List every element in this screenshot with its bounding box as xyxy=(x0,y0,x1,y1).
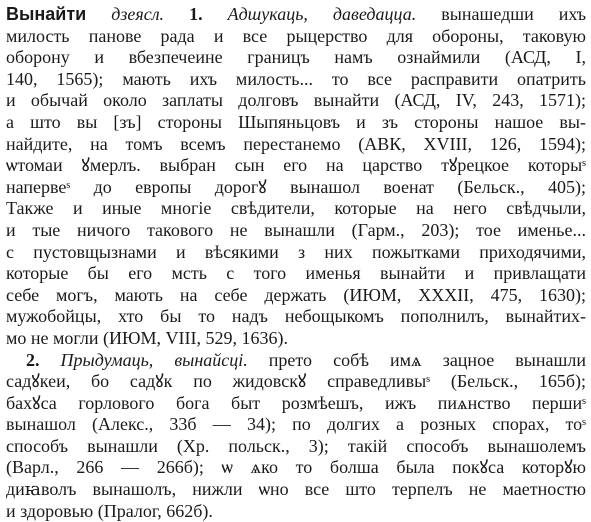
citation-line: (Варл., 266 — 266б); ѡ ѧко то болша была покꙋса которꙋю xyxy=(6,457,586,478)
headword: Вынайти xyxy=(6,4,87,24)
sense-number: 2. xyxy=(26,349,40,370)
part-of-speech: дзеясл. xyxy=(111,4,165,24)
citation-line: с пустовщызнами и вѣсякими з них пожытками приходячими, xyxy=(6,241,586,262)
citation-line: бахꙋса горлового бога быт розмѣешъ, ижъ пиѧнство першиˢ xyxy=(6,392,586,413)
citation-line: и здоровью (Пралог, 662б). xyxy=(6,500,213,521)
sense-definition: Прыдумаць, вынайсці. xyxy=(60,349,248,370)
citation-line: ѡтомаи ꙋмерлъ. выбран сын его на царство тꙋрецкое которыˢ xyxy=(6,155,586,176)
citation-line: которые бы его мсть с того именья вынайти и привлащати xyxy=(6,263,586,284)
citation-line: а што вы [зъ] стороны Шыпяньцовъ и зъ стороны нашое вы- xyxy=(6,111,586,132)
citation-line: 140, 1565); мають ихъ милость... то все расправити опатрить xyxy=(6,68,586,89)
citation-line: мужобойцы, хто бы то надъ небощыкомъ пополнилъ, вынайтих- xyxy=(6,306,586,327)
citation-line: садꙋкеи, бо садꙋк по жидовскꙋ справедливыˢ (Бельск., 165б); xyxy=(6,371,586,392)
citation-line: оборону и вбезпечеине границъ намъ ознаймили (АСД, I, xyxy=(6,47,586,68)
citation-line: и обычай около заплаты долговъ вынайти (АСД, IV, 243, 1571); xyxy=(6,90,586,111)
citation-text: прето собѣ имѧ зацное вынашли xyxy=(268,349,586,370)
citation-line: способъ вынашли (Хр. польск., 3); такій способъ вынашолемъ xyxy=(6,435,586,456)
citation-line: и тые ничого такового не вынашли (Гарм., 203); тое именье... xyxy=(6,219,586,240)
citation-line: найдите, на томъ всемъ перестанемо (АВК, XVIII, 126, 1594); xyxy=(6,133,586,154)
citation-line: себе могъ, мають на себе держать (ИЮМ, XXXII, 475, 1630); xyxy=(6,284,586,305)
citation-line: милость панове рада и все рыцерство для обороны, таковую xyxy=(6,25,586,46)
entry-line xyxy=(6,350,586,372)
citation-line: диꙗволъ вынашолъ, нижли ѡно все што терпелъ не маетностю xyxy=(6,479,586,500)
citation-text: вынашедши ихъ xyxy=(441,4,586,24)
entry-line xyxy=(6,4,586,26)
sense-number: 1. xyxy=(189,4,203,24)
citation-line: вынашол (Алекс., 33б — 34); по долгих а розных спорах, тоˢ xyxy=(6,414,586,435)
citation-line: напервеˢ до европы дорогꙋ вынашол военат (Бельск., 405); xyxy=(6,176,586,197)
citation-line: мо не могли (ИЮМ, VIII, 529, 1636). xyxy=(6,327,288,348)
citation-line: Также и иные многіе свѣдители, которые на него свѣдчыли, xyxy=(6,198,586,219)
sense-definition: Адшукаць, даведацца. xyxy=(227,4,417,24)
